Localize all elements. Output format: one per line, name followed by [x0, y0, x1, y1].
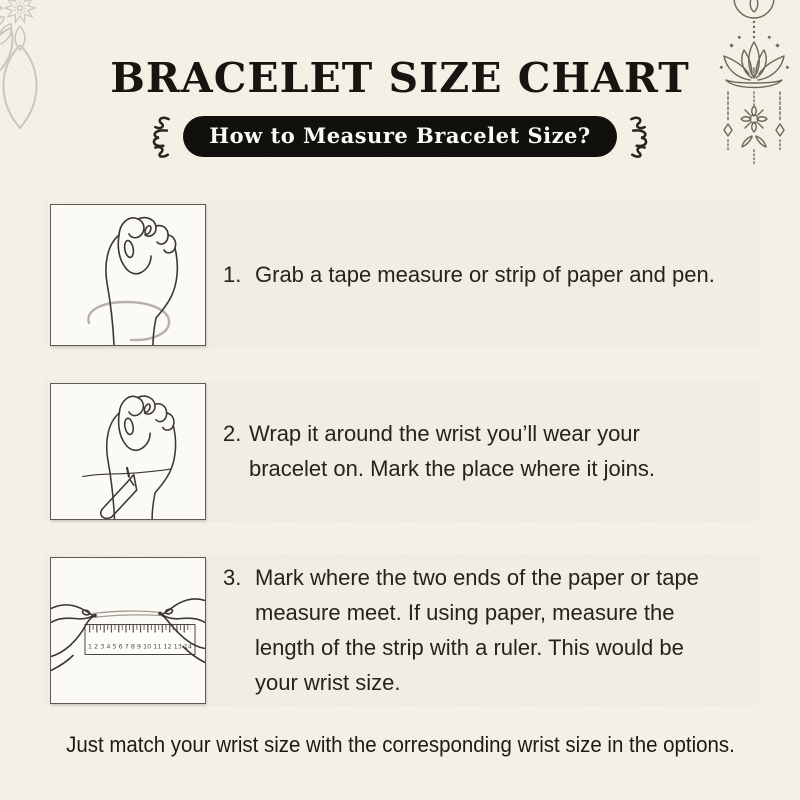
step2-text — [206, 416, 718, 486]
flourish-left-icon — [142, 113, 174, 159]
step-row-2 — [45, 382, 758, 520]
fist-with-tape-loop-icon — [51, 205, 205, 345]
steps-list — [45, 203, 758, 704]
hands-ruler-strip-icon — [51, 558, 205, 703]
step3-number: 3. — [223, 564, 242, 590]
step3-illustration-box — [50, 557, 206, 704]
flourish-right-icon — [626, 113, 658, 159]
page-title: BRACELET SIZE CHART — [110, 54, 690, 102]
step1-illustration-box — [50, 204, 206, 346]
fist-with-pen-mark-icon — [51, 384, 205, 519]
step2-body: Wrap it around the wrist you’ll wear your bracelet on. Mark the place where it joins. — [249, 420, 655, 482]
footer-note-text: Just match your wrist size with the corresponding wrist size in the options. — [65, 732, 735, 758]
ruler-numbers: 1 2 3 4 5 6 7 8 9 10 11 12 13 14 — [88, 643, 193, 651]
badge-row — [0, 113, 800, 159]
header — [0, 0, 800, 159]
step1-body: Grab a tape measure or strip of paper and pen. — [255, 262, 715, 287]
step2-illustration-box — [50, 383, 206, 520]
footer-note — [0, 732, 800, 758]
step1-text — [206, 257, 718, 292]
step2-number: 2. — [223, 420, 242, 446]
badge-pill: How to Measure Bracelet Size? — [183, 116, 616, 157]
step-row-3 — [45, 556, 758, 704]
step3-body: Mark where the two ends of the paper or tape measure meet. If using paper, measure the length of the strip with a ruler. This would be your wrist size. — [255, 564, 699, 696]
step1-number: 1. — [223, 262, 242, 287]
step3-text — [206, 560, 718, 701]
step-row-1 — [45, 203, 758, 346]
